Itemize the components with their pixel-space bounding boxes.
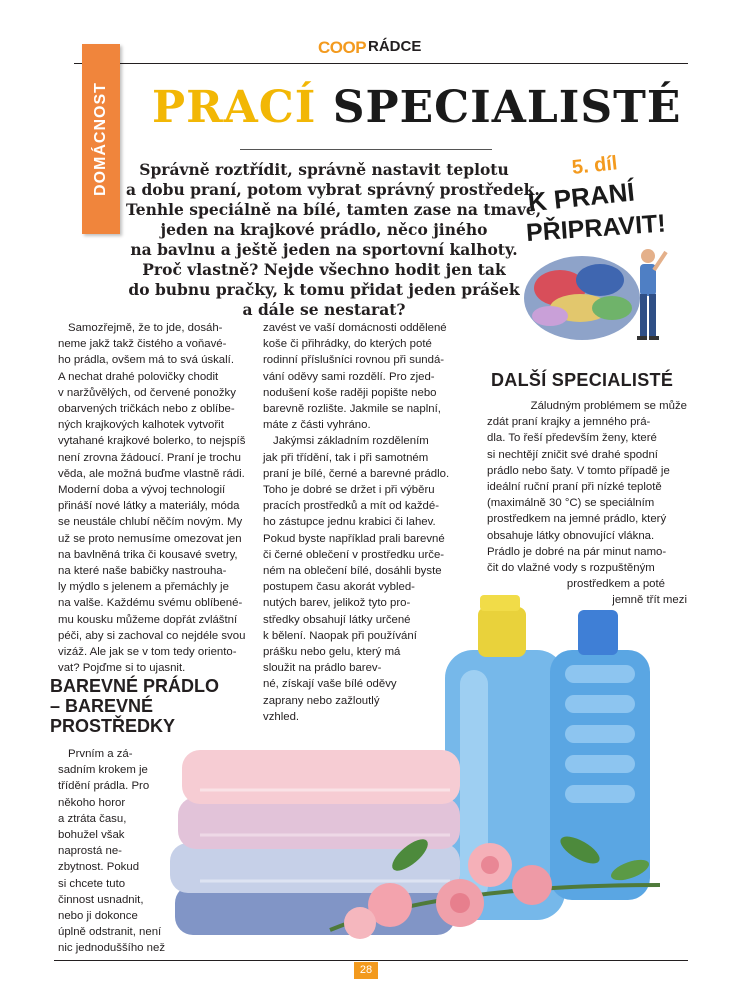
text-line: k bělení. Naopak při používání [263, 629, 417, 642]
lead-line: Tenhle speciálně na bílé, tamten zase na tmavé, [126, 200, 542, 219]
text-line: (maximálně 30 °C) se speciálním [487, 497, 655, 510]
text-line: zaprany nebo zažloutlý [263, 694, 380, 707]
footer-rule [54, 960, 688, 961]
text-line: Toho je dobré se držet i při výběru [263, 484, 435, 497]
text-line: nebo ji dokonce [58, 910, 138, 923]
text-line: si nechtějí zničit své drahé spodní [487, 448, 658, 461]
section-tab-label-box [82, 44, 120, 234]
text-line: Moderní doba a vývoj technologií [58, 484, 226, 497]
text-line: vytahané krajkové bolerko, to nejspíš [58, 435, 246, 448]
text-line: zdát praní krajky a jemného prá- [487, 416, 651, 429]
text-line: ho zástupce jednu krabici či lahev. [263, 516, 436, 529]
text-line: a ztráta času, [58, 812, 127, 825]
badge-episode: 5. díl [570, 152, 619, 179]
text-line: ly mýdlo s jelenem a přemáchly je [58, 581, 229, 594]
text-line: na bavlněná trika či kousavé svetry, [58, 548, 238, 561]
text-line: rodinní příslušníci rovnou při sundá- [263, 354, 445, 367]
page-title [152, 82, 681, 133]
heading-dalsi-specialiste: DALŠÍ SPECIALISTÉ [491, 370, 674, 390]
text-line: si chcete tuto [58, 877, 126, 890]
text-line: nutých barev, jelikož tyto pro- [263, 597, 411, 610]
lead-line: na bavlnu a ještě jeden na sportovní kalhoty. [130, 240, 518, 259]
badge-line-2: PŘIPRAVIT! [525, 209, 667, 248]
text-line: né, získají vaše bílé oděvy [263, 678, 397, 691]
lead-line: jeden na krajkové prádlo, něco jiného [160, 220, 488, 239]
text-line: máte z části vyhráno. [263, 419, 371, 432]
text-line: sloužit na prádlo barev- [263, 662, 382, 675]
text-line: dla. To řeší především ženy, které [487, 432, 657, 445]
title-rule [240, 149, 492, 150]
lead-line: a dále se nestarat? [242, 300, 406, 319]
heading-line: PROSTŘEDKY [50, 716, 176, 736]
text-line: zbytnost. Pokud [58, 861, 140, 874]
text-line: A nechat drahé polovičky chodit [58, 370, 219, 383]
lead-line: a dobu praní, potom vybrat správný prostředek. [126, 180, 540, 199]
text-line: nic jednoduššího než [58, 942, 166, 955]
text-line: vzhled. [263, 710, 300, 723]
column-3 [487, 398, 687, 609]
text-line: bohužel však [58, 829, 125, 842]
series-badge-illustration [520, 148, 695, 358]
text-line: Prádlo je dobré na pár minut namo- [487, 545, 667, 558]
text-line: mu kousku můžeme dopřát zvláštní [58, 613, 238, 626]
text-line: jak při třídění, tak i při samotném [263, 451, 429, 464]
text-line: vizáž. Ale jak se v tom tedy oriento- [58, 646, 237, 659]
text-line: na valše. Každému svému oblíbené- [58, 597, 243, 610]
text-line: činnost usnadnit, [58, 893, 144, 906]
lead-line: Proč vlastně? Nejde všechno hodit jen tak [142, 260, 506, 279]
coop-logo: COOP [318, 38, 367, 57]
text-line: zavést ve vaší domácnosti oddělené [263, 322, 447, 334]
badge-line-1: K PRANÍ [526, 176, 636, 218]
text-line: prádlo nebo šaty. V tomto případě je [487, 464, 670, 477]
text-line: koše či přihrádky, do kterých poté [263, 338, 432, 351]
text-line: úplně odstranit, není [58, 926, 162, 939]
text-line: už se proto nemusíme omezovat jen [58, 532, 242, 545]
text-line: ných krajkových kalhotek vytvořit [58, 419, 224, 432]
text-line: věda, ale možná buďme vlastně rádi. [58, 467, 245, 480]
rubric-label: RÁDCE [368, 38, 422, 55]
text-line: přináší nové látky a materiály, móda [58, 500, 240, 513]
section-tab-label: DOMÁCNOST [92, 82, 109, 196]
heading-line: BAREVNÉ PRÁDLO [50, 676, 220, 696]
page-number: 28 [354, 962, 378, 979]
text-line: postupem času akorát vybled- [263, 581, 415, 594]
text-line: barevně rozlište. Jakmile se naplní, [263, 403, 441, 416]
header-rule [74, 63, 688, 64]
text-line: někoho horor [58, 796, 126, 809]
heading-barevne-pradlo [50, 676, 219, 736]
text-line: prášku nebo gelu, který má [263, 646, 401, 659]
lead-line: Správně roztřídit, správně nastavit teplotu [139, 160, 509, 179]
text-line: ideální ruční praní při nízké teplotě [487, 481, 662, 494]
text-line: ho prádla, ovšem má to svá úskalí. [58, 354, 235, 367]
title-part-1: PRACÍ [152, 82, 317, 133]
text-line: jemně třít mezi [612, 594, 687, 607]
heading-line: – BAREVNÉ [50, 696, 154, 716]
man-figure [637, 249, 666, 340]
text-line: neme jakž takž čistého a voňavé- [58, 338, 227, 351]
text-line: v naržůvělých, od červené ponožky [58, 386, 236, 399]
text-line: prostředkem a poté [566, 578, 665, 591]
laundry-products-photo [160, 585, 688, 955]
text-line: středky obsahují látky určené [263, 613, 411, 626]
text-line: není zrovna žádoucí. Praní je trochu [58, 451, 241, 464]
text-line: praní je bílé, černé a barevné prádlo. [263, 467, 450, 480]
text-line: se neustále chlubí něčím novým. My [58, 516, 243, 529]
title-part-2: SPECIALISTÉ [332, 82, 682, 133]
text-line: péči, aby si zachoval co nejdéle svou [58, 629, 246, 642]
text-line: naprostá ne- [58, 845, 122, 858]
text-line: sadním krokem je [58, 764, 148, 777]
text-line: obsahuje látky obnovující vlákna. [487, 529, 655, 542]
softener-bottle [550, 610, 650, 900]
text-line: Jakýmsi základním rozdělením [273, 435, 429, 448]
text-line: pracích prostředků a mít od každé- [263, 500, 440, 513]
text-line: vání oděvy sami rozdělí. Pro zjed- [263, 370, 435, 383]
text-line: Samozřejmě, že to jde, dosáh- [68, 322, 223, 334]
text-line: obarvených tričkách nebo z oblíbe- [58, 403, 235, 416]
text-line: čit do vlažné vody s rozpuštěným [487, 562, 655, 575]
text-line: na které naše babičky nastrouha- [58, 565, 227, 578]
text-line: Prvním a zá- [68, 748, 133, 760]
lead-paragraph [126, 160, 542, 320]
text-line: prostředkem na jemné prádlo, který [487, 513, 667, 526]
text-line: třídění prádla. Pro [58, 780, 150, 793]
text-line: nodušení koše raději popište nebo [263, 386, 437, 399]
text-line: Pokud byste například prali barevné [263, 532, 445, 545]
text-line: ném na oblečení bílé, dosáhli byste [263, 565, 442, 578]
lead-line: do bubnu pračky, k tomu přidat jeden prášek [128, 280, 520, 299]
text-line: či černé oblečení v prostředku urče- [263, 548, 445, 561]
column-4 [58, 746, 170, 957]
text-line: Záludným problémem se může [530, 400, 687, 412]
text-line: vat? Pojďme si to ujasnit. [58, 662, 186, 675]
